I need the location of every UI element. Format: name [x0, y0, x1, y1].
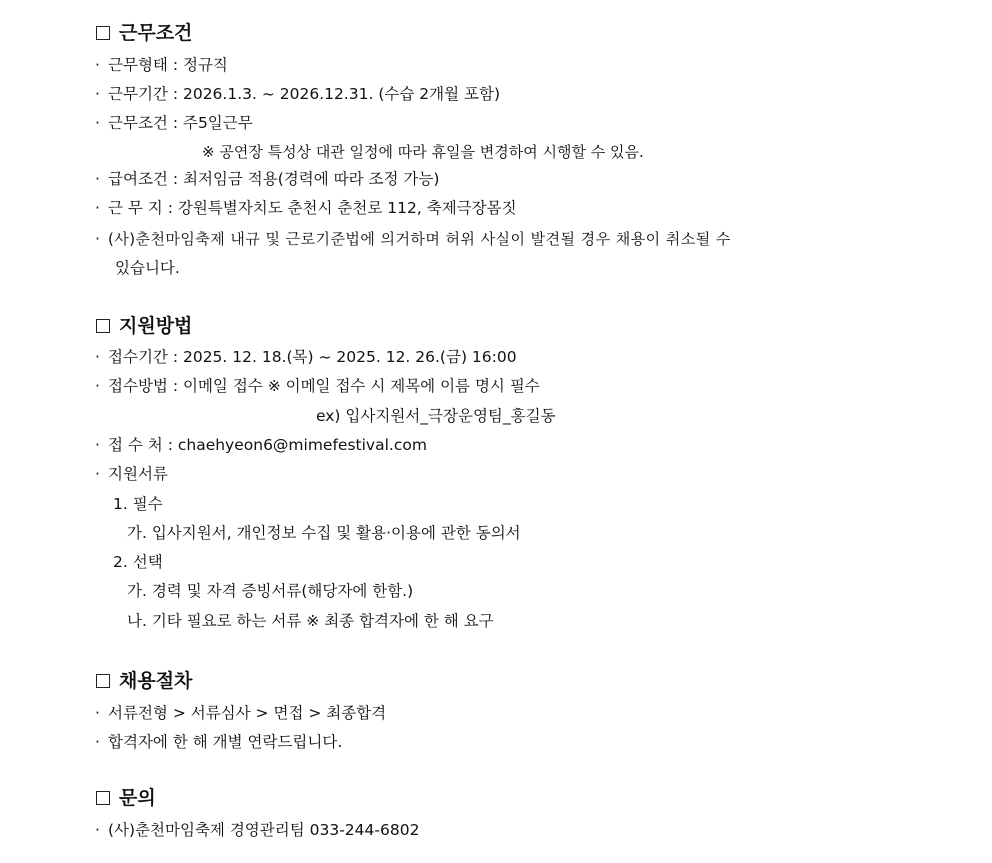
checkbox-square-icon	[96, 674, 110, 688]
bullet-dot: ·	[95, 465, 100, 483]
checkbox-square-icon	[96, 26, 110, 40]
work-location: 근 무 지 : 강원특별자치도 춘천시 춘천로 112, 축제극장몸짓	[108, 199, 517, 217]
apply-optional-item: 가. 경력 및 자격 증빙서류(해당자에 한함.)	[127, 582, 414, 600]
bullet-dot: ·	[95, 85, 100, 103]
bullet-dot: ·	[95, 436, 100, 454]
checkbox-square-icon	[96, 791, 110, 805]
section-title: 지원방법	[119, 315, 193, 337]
bullet-dot: ·	[95, 230, 100, 248]
process-notice: 합격자에 한 해 개별 연락드립니다.	[108, 733, 343, 751]
bullet-dot: ·	[95, 56, 100, 74]
work-conditions: 근무조건 : 주5일근무	[108, 114, 253, 132]
bullet-dot: ·	[95, 704, 100, 722]
section-heading-work	[96, 21, 192, 45]
apply-docs: 지원서류	[108, 465, 168, 483]
work-rules-line2: 있습니다.	[115, 259, 180, 277]
section-heading-process	[96, 669, 192, 693]
bullet-dot: ·	[95, 199, 100, 217]
section-heading-apply	[96, 314, 192, 338]
section-title: 문의	[119, 787, 156, 809]
bullet-dot: ·	[95, 821, 100, 839]
apply-method: 접수방법 : 이메일 접수 ※ 이메일 접수 시 제목에 이름 명시 필수	[108, 377, 540, 395]
apply-required-label: 1. 필수	[113, 495, 163, 513]
work-period: 근무기간 : 2026.1.3. ~ 2026.12.31. (수습 2개월 포함)	[108, 85, 501, 103]
process-steps: 서류전형 > 서류심사 > 면접 > 최종합격	[108, 704, 387, 722]
inquiry-contact: (사)춘천마임축제 경영관리팀 033-244-6802	[108, 821, 420, 839]
apply-required-item: 가. 입사지원서, 개인정보 수집 및 활용·이용에 관한 동의서	[127, 524, 521, 542]
section-title: 근무조건	[119, 22, 193, 44]
bullet-dot: ·	[95, 114, 100, 132]
bullet-dot: ·	[95, 733, 100, 751]
bullet-dot: ·	[95, 170, 100, 188]
apply-contact: 접 수 처 : chaehyeon6@mimefestival.com	[108, 436, 427, 454]
work-rules-line1: (사)춘천마임축제 내규 및 근로기준법에 의거하며 허위 사실이 발견될 경우 채용이 취소될 수	[108, 230, 731, 248]
work-salary: 급여조건 : 최저임금 적용(경력에 따라 조정 가능)	[108, 170, 440, 188]
apply-method-example: ex) 입사지원서_극장운영팀_홍길동	[316, 407, 556, 425]
checkbox-square-icon	[96, 319, 110, 333]
work-conditions-note: ※ 공연장 특성상 대관 일정에 따라 휴일을 변경하여 시행할 수 있음.	[202, 143, 644, 161]
apply-optional-item: 나. 기타 필요로 하는 서류 ※ 최종 합격자에 한 해 요구	[127, 612, 494, 630]
bullet-dot: ·	[95, 377, 100, 395]
apply-period: 접수기간 : 2025. 12. 18.(목) ~ 2025. 12. 26.(금) 16:00	[108, 348, 517, 366]
apply-optional-label: 2. 선택	[113, 553, 163, 571]
bullet-dot: ·	[95, 348, 100, 366]
section-heading-inquiry	[96, 786, 156, 810]
work-type: 근무형태 : 정규직	[108, 56, 228, 74]
section-title: 채용절차	[119, 670, 193, 692]
